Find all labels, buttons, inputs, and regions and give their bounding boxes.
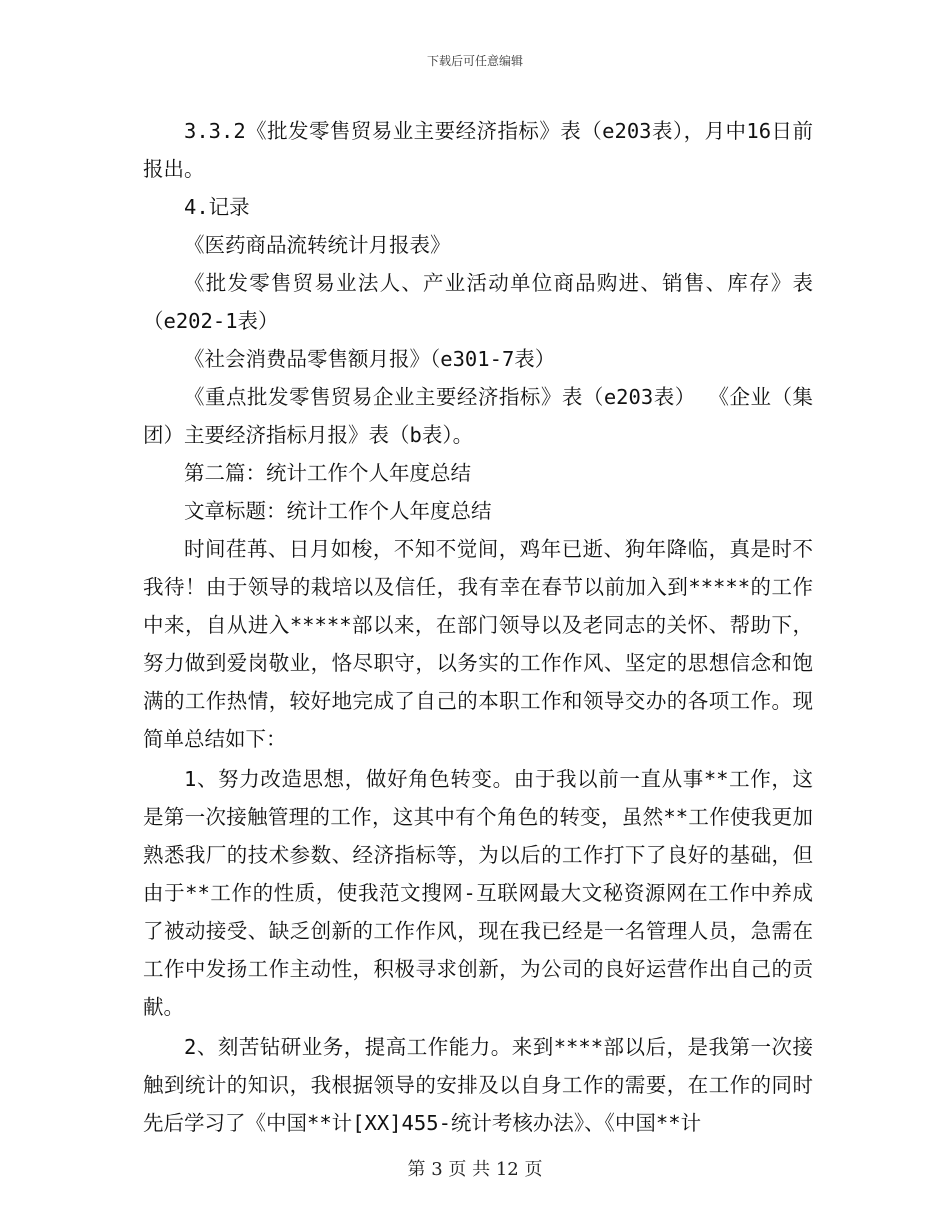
paragraph-point-1: 1、努力改造思想，做好角色转变。由于我以前一直从事**工作，这是第一次接触管理的工作，这其中有个角色的转变，虽然**工作使我更加熟悉我厂的技术参数、经济指标等，为以后的工作打下了良好的基础，但由于**工作的性质，使我范文搜网-互联网最大文秘资源网在工作中养成了被动接受、缺乏创新的工作作风，现在我已经是一名管理人员，急需在工作中发扬工作主动性，积极寻求创新，为公司的良好运营作出自己的贡献。: [143, 767, 813, 1019]
paragraph-point-2: 2、刻苦钻研业务，提高工作能力。来到****部以后，是我第一次接触到统计的知识，我根据领导的安排及以自身工作的需要，在工作的同时先后学习了《中国**计[XX]455-统计考核办法》、《中国**计: [143, 1035, 813, 1135]
page-header-note: 下载后可任意编辑: [426, 54, 523, 68]
paragraph-report-deadline: 3.3.2《批发零售贸易业主要经济指标》表（e203表），月中16日前报出。: [143, 119, 813, 181]
paragraph-record-retail: 《社会消费品零售额月报》（e301-7表）: [184, 347, 556, 371]
paragraph-record-wholesale: 《批发零售贸易业法人、产业活动单位商品购进、销售、库存》表（e202-1表）: [143, 271, 813, 333]
paragraph-intro: 时间荏苒、日月如梭，不知不觉间，鸡年已逝、狗年降临，真是时不我待！由于领导的栽培以及信任，我有幸在春节以前加入到*****的工作中来，自从进入*****部以来，在部门领导以及老同志的关怀、帮助下，努力做到爱岗敬业，恪尽职守，以务实的工作作风、坚定的思想信念和饱满的工作热情，较好地完成了自己的本职工作和领导交办的各项工作。现简单总结如下：: [143, 537, 813, 751]
paragraph-record-key-enterprise: 《重点批发零售贸易企业主要经济指标》表（e203表） 《企业（集团）主要经济指标月报》表（b表）。: [143, 385, 813, 447]
paragraph-chapter-title: 第二篇：统计工作个人年度总结: [184, 461, 471, 485]
page-number: 第 3 页 共 12 页: [407, 1159, 543, 1180]
paragraph-records-heading: 4.记录: [184, 195, 250, 219]
paragraph-article-title: 文章标题：统计工作个人年度总结: [184, 499, 492, 523]
paragraph-record-medicine: 《医药商品流转统计月报表》: [184, 233, 451, 257]
document-body: [143, 112, 813, 1142]
